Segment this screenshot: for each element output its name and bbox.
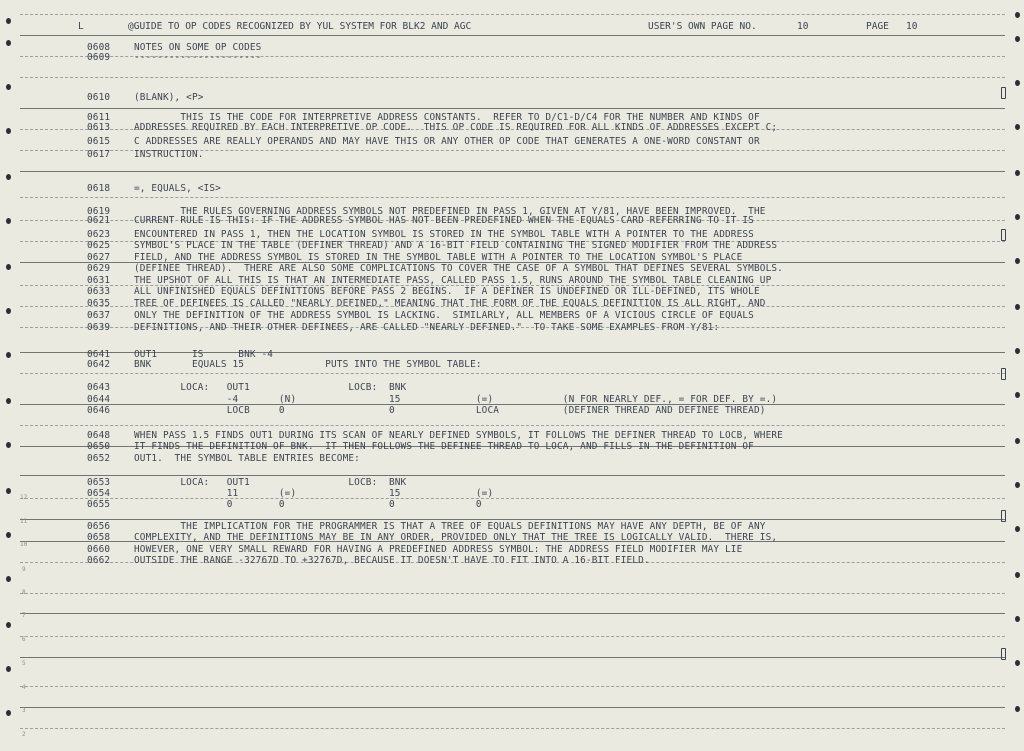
- margin-bracket: [1001, 510, 1006, 522]
- line-number: 0625: [87, 240, 111, 251]
- sprocket-hole: [1015, 214, 1020, 220]
- line-text: C ADDRESSES ARE REALLY OPERANDS AND MAY HAVE THIS OR ANY OTHER OP CODE THAT GENERATES A ONE-WORD CONSTANT OR: [134, 136, 760, 147]
- rule-line: [20, 728, 1005, 729]
- line-number: 0642: [87, 359, 111, 370]
- line-number: 0648: [87, 430, 111, 441]
- line-text: 0 0 0 0: [134, 499, 482, 510]
- rule-line: [20, 77, 1005, 78]
- rule-line: [20, 613, 1005, 614]
- line-text: HOWEVER, ONE VERY SMALL REWARD FOR HAVING A PREDEFINED ADDRESS SYMBOL: THE ADDRESS FIELD MODIFIER MAY LIE: [134, 544, 743, 555]
- line-text: (BLANK), <P>: [134, 92, 204, 103]
- sprocket-hole: [6, 532, 11, 538]
- line-number: 0629: [87, 263, 111, 274]
- header-marker: L: [78, 21, 84, 32]
- sprocket-hole: [6, 576, 11, 582]
- sprocket-hole: [1015, 482, 1020, 488]
- margin-bracket: [1001, 87, 1006, 99]
- sprocket-hole: [6, 442, 11, 448]
- line-text: THE RULES GOVERNING ADDRESS SYMBOLS NOT PREDEFINED IN PASS 1, GIVEN AT Y/81, HAVE BEEN IMPROVED. THE: [134, 206, 766, 217]
- rule-line: [20, 593, 1005, 594]
- line-text: THE UPSHOT OF ALL THIS IS THAT AN INTERMEDIATE PASS, CALLED PASS 1.5, RUNS AROUND THE SYMBOL TABLE CLEANING UP: [134, 275, 772, 286]
- sprocket-hole: [1015, 12, 1020, 18]
- margin-tick: 3: [22, 707, 26, 714]
- sprocket-hole: [6, 264, 11, 270]
- margin-tick: 6: [22, 636, 26, 643]
- sprocket-hole: [1015, 660, 1020, 666]
- line-text: SYMBOL'S PLACE IN THE TABLE (DEFINER THREAD) AND A 16-BIT FIELD CONTAINING THE SIGNED MODIFIER FROM THE ADDRESS: [134, 240, 778, 251]
- line-text: THIS IS THE CODE FOR INTERPRETIVE ADDRESS CONSTANTS. REFER TO D/C1-D/C4 FOR THE NUMBER AND KINDS OF: [134, 112, 760, 123]
- line-text: COMPLEXITY, AND THE DEFINITIONS MAY BE IN ANY ORDER, PROVIDED ONLY THAT THE TREE IS LOGICALLY VALID. THERE IS,: [134, 532, 778, 543]
- user-page-label: USER'S OWN PAGE NO.: [648, 21, 757, 32]
- line-number: 0646: [87, 405, 111, 416]
- line-text: DEFINITIONS, AND THEIR OTHER DEFINEES, ARE CALLED "NEARLY DEFINED." TO TAKE SOME EXAMPLES FROM Y/81:: [134, 322, 720, 333]
- line-number: 0644: [87, 394, 111, 405]
- line-number: 0613: [87, 122, 111, 133]
- line-number: 0641: [87, 349, 111, 360]
- page-title: @GUIDE TO OP CODES RECOGNIZED BY YUL SYSTEM FOR BLK2 AND AGC: [128, 21, 472, 32]
- sprocket-hole: [1015, 392, 1020, 398]
- margin-bracket: [1001, 368, 1006, 380]
- line-number: 0656: [87, 521, 111, 532]
- line-text: 11 (=) 15 (=): [134, 488, 494, 499]
- sprocket-hole: [6, 622, 11, 628]
- line-text: WHEN PASS 1.5 FINDS OUT1 DURING ITS SCAN OF NEARLY DEFINED SYMBOLS, IT FOLLOWS THE DEFINER THREAD TO LOCB, WHERE: [134, 430, 783, 441]
- rule-line: [20, 686, 1005, 687]
- user-page-number: 10: [797, 21, 809, 32]
- line-number: 0621: [87, 215, 111, 226]
- line-text: THE IMPLICATION FOR THE PROGRAMMER IS THAT A TREE OF EQUALS DEFINITIONS MAY HAVE ANY DEPTH, BE OF ANY: [134, 521, 766, 532]
- line-text: IT FINDS THE DEFINITION OF BNK. IT THEN FOLLOWS THE DEFINEE THREAD TO LOCA, AND FILLS IN THE DEFINITION OF: [134, 441, 754, 452]
- line-number: 0637: [87, 310, 111, 321]
- line-number: 0652: [87, 453, 111, 464]
- rule-line: [20, 425, 1005, 426]
- sprocket-hole: [1015, 170, 1020, 176]
- rule-line: [20, 657, 1005, 658]
- sprocket-hole: [6, 398, 11, 404]
- rule-line: [20, 636, 1005, 637]
- sprocket-hole: [6, 666, 11, 672]
- sprocket-hole: [6, 40, 11, 46]
- margin-tick: 7: [22, 612, 26, 619]
- sprocket-hole: [6, 710, 11, 716]
- sprocket-hole: [6, 18, 11, 24]
- line-number: 0650: [87, 441, 111, 452]
- line-number: 0615: [87, 136, 111, 147]
- line-number: 0623: [87, 229, 111, 240]
- rule-line: [20, 519, 1005, 520]
- margin-tick: 9: [22, 566, 26, 573]
- sprocket-hole: [6, 174, 11, 180]
- line-text: CURRENT RULE IS THIS: IF THE ADDRESS SYMBOL HAS NOT BEEN PREDEFINED WHEN THE EQUALS CARD REFERRING TO IT IS: [134, 215, 754, 226]
- line-text: OUTSIDE THE RANGE -32767D TO +32767D, BECAUSE IT DOESN'T HAVE TO FIT INTO A 16-BIT FIELD.: [134, 555, 650, 566]
- line-number: 0654: [87, 488, 111, 499]
- rule-line: [20, 35, 1005, 36]
- line-text: (DEFINEE THREAD). THERE ARE ALSO SOME COMPLICATIONS TO COVER THE CASE OF A SYMBOL THAT DEFINES SEVERAL SYMBOLS.: [134, 263, 783, 274]
- margin-bracket: [1001, 648, 1006, 660]
- sprocket-hole: [1015, 304, 1020, 310]
- line-number: 0635: [87, 298, 111, 309]
- margin-tick: 2: [22, 731, 26, 738]
- margin-tick: 4: [22, 684, 26, 691]
- page-number: 10: [906, 21, 918, 32]
- line-number: 0662: [87, 555, 111, 566]
- line-number: 0617: [87, 149, 111, 160]
- line-number: 0660: [87, 544, 111, 555]
- sprocket-hole: [1015, 124, 1020, 130]
- line-number: 0618: [87, 183, 111, 194]
- sprocket-hole: [1015, 258, 1020, 264]
- line-text: =, EQUALS, <IS>: [134, 183, 221, 194]
- line-number: 0653: [87, 477, 111, 488]
- line-number: 0610: [87, 92, 111, 103]
- line-text: ----------------------: [134, 52, 262, 63]
- line-text: OUT1 IS BNK -4: [134, 349, 274, 360]
- line-text: FIELD, AND THE ADDRESS SYMBOL IS STORED IN THE SYMBOL TABLE WITH A POINTER TO THE LOCATION SYMBOL'S PLACE: [134, 252, 743, 263]
- sprocket-hole: [1015, 36, 1020, 42]
- sprocket-hole: [6, 488, 11, 494]
- rule-line: [20, 707, 1005, 708]
- margin-tick: 11: [20, 518, 28, 525]
- rule-line: [20, 373, 1005, 374]
- line-text: ONLY THE DEFINITION OF THE ADDRESS SYMBOL IS LACKING. SIMILARLY, ALL MEMBERS OF A VICIOUS CIRCLE OF EQUALS: [134, 310, 754, 321]
- rule-line: [20, 197, 1005, 198]
- sprocket-hole: [6, 218, 11, 224]
- line-text: LOCA: OUT1 LOCB: BNK: [134, 382, 407, 393]
- line-number: 0611: [87, 112, 111, 123]
- sprocket-hole: [6, 308, 11, 314]
- margin-tick: 12: [20, 494, 28, 501]
- sprocket-hole: [1015, 526, 1020, 532]
- line-text: ENCOUNTERED IN PASS 1, THEN THE LOCATION SYMBOL IS STORED IN THE SYMBOL TABLE WITH A POINTER TO THE ADDRESS: [134, 229, 754, 240]
- line-text: NOTES ON SOME OP CODES: [134, 42, 262, 53]
- margin-tick: 10: [20, 541, 28, 548]
- margin-tick: 5: [22, 660, 26, 667]
- sprocket-hole: [1015, 572, 1020, 578]
- sprocket-hole: [6, 352, 11, 358]
- line-text: TREE OF DEFINEES IS CALLED "NEARLY DEFINED," MEANING THAT THE FORM OF THE EQUALS DEFINITION IS ALL RIGHT, AND: [134, 298, 766, 309]
- line-number: 0631: [87, 275, 111, 286]
- rule-line: [20, 475, 1005, 476]
- page-label: PAGE: [866, 21, 889, 32]
- line-text: ALL UNFINISHED EQUALS DEFINITIONS BEFORE PASS 2 BEGINS. IF A DEFINER IS UNDEFINED OR ILL-DEFINED, ITS WHOLE: [134, 286, 760, 297]
- sprocket-hole: [1015, 80, 1020, 86]
- rule-line: [20, 108, 1005, 109]
- sprocket-hole: [1015, 706, 1020, 712]
- line-text: OUT1. THE SYMBOL TABLE ENTRIES BECOME:: [134, 453, 360, 464]
- line-number: 0608: [87, 42, 111, 53]
- line-number: 0639: [87, 322, 111, 333]
- rule-line: [20, 171, 1005, 172]
- line-text: INSTRUCTION.: [134, 149, 204, 160]
- line-text: LOCB 0 0 LOCA (DEFINER THREAD AND DEFINEE THREAD): [134, 405, 766, 416]
- line-text: ADDRESSES REQUIRED BY EACH INTERPRETIVE OP CODE. THIS OP CODE IS REQUIRED FOR ALL KINDS OF ADDRESSES EXCEPT C;: [134, 122, 778, 133]
- line-number: 0627: [87, 252, 111, 263]
- line-number: 0655: [87, 499, 111, 510]
- sprocket-hole: [1015, 438, 1020, 444]
- sprocket-hole: [1015, 616, 1020, 622]
- line-number: 0658: [87, 532, 111, 543]
- rule-line: [20, 14, 1005, 15]
- line-number: 0633: [87, 286, 111, 297]
- line-number: 0643: [87, 382, 111, 393]
- line-text: -4 (N) 15 (=) (N FOR NEARLY DEF., = FOR DEF. BY =.): [134, 394, 778, 405]
- sprocket-hole: [6, 84, 11, 90]
- line-number: 0619: [87, 206, 111, 217]
- line-text: BNK EQUALS 15 PUTS INTO THE SYMBOL TABLE:: [134, 359, 482, 370]
- sprocket-hole: [1015, 348, 1020, 354]
- margin-tick: 8: [22, 589, 26, 596]
- line-number: 0609: [87, 52, 111, 63]
- line-text: LOCA: OUT1 LOCB: BNK: [134, 477, 407, 488]
- margin-bracket: [1001, 229, 1006, 241]
- sprocket-hole: [6, 128, 11, 134]
